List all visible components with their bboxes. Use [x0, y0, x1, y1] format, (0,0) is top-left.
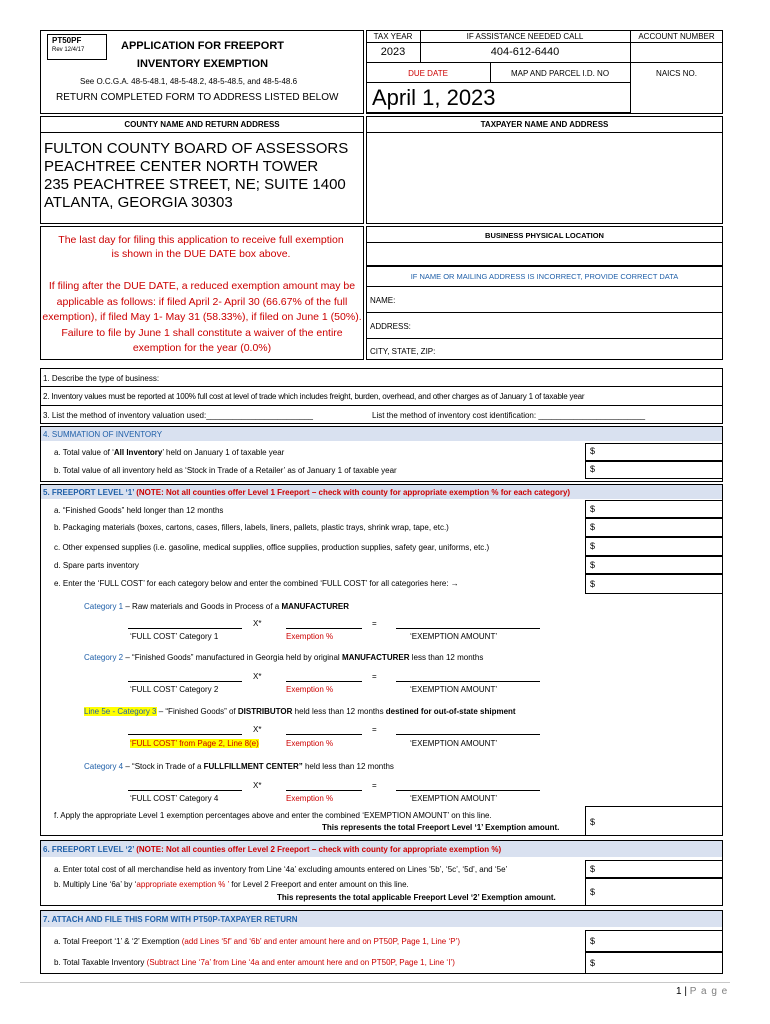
- category3-full-cost-input[interactable]: [128, 722, 242, 735]
- line7b-label: [54, 958, 455, 967]
- category2-amount-input[interactable]: [396, 669, 540, 682]
- category4-full-cost-input[interactable]: [128, 778, 242, 791]
- corrections-hline-2: [366, 312, 723, 313]
- category2-label: Category 2: [84, 653, 124, 662]
- category1-equals: =: [372, 619, 377, 628]
- line3-valuation-method[interactable]: 3. List the method of inventory valuation used:________________________: [43, 411, 313, 420]
- line7b-amount[interactable]: $: [585, 952, 723, 974]
- county-address-label: COUNTY NAME AND RETURN ADDRESS: [124, 120, 280, 129]
- category1-amount-caption: ‘EXEMPTION AMOUNT’: [410, 632, 498, 641]
- ocga-reference: See O.C.G.A. 48-5-48.1, 48-5-48.2, 48-5-48.5, and 48-5-48.6: [80, 77, 298, 86]
- business-type-input[interactable]: [180, 370, 720, 385]
- line5f-label: f. Apply the appropriate Level 1 exemption percentages above and enter the combined ‘EXEMPTION AMOUNT’ on this line.: [54, 811, 492, 820]
- county-line-3: 235 PEACHTREE STREET, NE; SUITE 1400: [44, 176, 346, 193]
- address-input[interactable]: [410, 314, 720, 336]
- line5e-label: e. Enter the ‘FULL COST’ for each category below and enter the combined ‘FULL COST’ for all categories here: →: [54, 579, 459, 588]
- form-id: PT50PF: [52, 36, 82, 45]
- lines-hline-1: [40, 386, 723, 387]
- category2-full-cost-caption: ‘FULL COST’ Category 2: [130, 685, 219, 694]
- section6-title-text: 6. FREEPORT LEVEL ‘2’: [43, 845, 134, 854]
- line6a-label: a. Enter total cost of all merchandise held as inventory from Line ‘4a’ excluding amounts entered on Lines ‘5b’, ‘5c’, ‘5d’, and ‘5e’: [54, 865, 508, 874]
- category1-bold: MANUFACTURER: [281, 602, 349, 611]
- due-date-value: April 1, 2023: [372, 85, 496, 110]
- category3-text: – “Finished Goods” of: [156, 707, 238, 716]
- notice-reduced-exemption: If filing after the DUE DATE, a reduced exemption amount may be applicable as follows: if filed April 2- April 30 (66.67% of the full exemption), if filed May 1- May 31 (58.33%), if filed on June 1 (50%). Failure to file by June 1 shall constitute a waiver of the entire exemption for the year (0.0%): [42, 280, 362, 354]
- category3-exemption-input[interactable]: [286, 722, 362, 735]
- line6b-amount[interactable]: $: [585, 878, 723, 906]
- incorrect-address-label: IF NAME OR MAILING ADDRESS IS INCORRECT, PROVIDE CORRECT DATA: [410, 272, 679, 281]
- tax-year-value: 2023: [380, 46, 406, 58]
- line7b-red: (Subtract Line ‘7a’ from Line ‘4a and enter amount here and on PT50P, Page 1, Line ‘I’): [146, 958, 455, 967]
- category3-heading: [84, 707, 516, 716]
- section5-title-text: 5. FREEPORT LEVEL ‘1’: [43, 488, 134, 497]
- line1-business-type: 1. Describe the type of business:: [43, 374, 160, 383]
- line5b-label: b. Packaging materials (boxes, cartons, cases, fillers, labels, liners, pallets, plastic trays, shrink wrap, tape, etc.): [54, 523, 449, 532]
- line6b-text2: for Level 2 Freeport and enter amount on this line.: [229, 880, 409, 889]
- section7-title: 7. ATTACH AND FILE THIS FORM WITH PT50P-TAXPAYER RETURN: [43, 915, 298, 924]
- line4b-label: b. Total value of all inventory held as ‘Stock in Trade of a Retailer’ as of January 1 of taxable year: [54, 466, 397, 475]
- category2-full-cost-input[interactable]: [128, 669, 242, 682]
- account-number-label: ACCOUNT NUMBER: [638, 32, 715, 41]
- category3-amount-caption: ‘EXEMPTION AMOUNT’: [410, 739, 498, 748]
- category2-heading: [84, 653, 483, 662]
- page-number-value: 1: [676, 986, 682, 997]
- line4a-label: a. Total value of ‘All Inventory’ held on January 1 of taxable year: [54, 448, 285, 457]
- line5f-total-note: This represents the total Freeport Level ‘1’ Exemption amount.: [322, 823, 560, 832]
- category4-exemption-caption: Exemption %: [286, 794, 334, 803]
- line6b-label: [54, 880, 409, 889]
- section6-title: [43, 845, 501, 854]
- form-rev: Rev 12/4/17: [52, 47, 85, 53]
- map-parcel-label: MAP AND PARCEL I.D. NO: [510, 69, 610, 78]
- category4-equals: =: [372, 781, 377, 790]
- line7a-text: a. Total Freeport ‘1’ & ‘2’ Exemption: [54, 937, 182, 946]
- business-location-label: BUSINESS PHYSICAL LOCATION: [485, 231, 604, 240]
- category4-heading: [84, 762, 394, 771]
- line7a-amount[interactable]: $: [585, 930, 723, 952]
- county-line-4: ATLANTA, GEORGIA 30303: [44, 194, 233, 211]
- category1-exemption-input[interactable]: [286, 616, 362, 629]
- category1-times: X*: [253, 619, 262, 628]
- city-state-zip-label: CITY, STATE, ZIP:: [370, 347, 436, 356]
- taxpayer-label-line: [366, 132, 723, 133]
- business-label-line: [366, 242, 723, 243]
- grid-hline-3: [366, 42, 723, 43]
- county-line-1: FULTON COUNTY BOARD OF ASSESSORS: [44, 140, 349, 157]
- line5d-amount[interactable]: $: [585, 556, 723, 574]
- category2-tail: less than 12 months: [409, 653, 484, 662]
- address-label: ADDRESS:: [370, 322, 411, 331]
- page-number: 1 | P a g e: [676, 986, 729, 997]
- line5f-amount[interactable]: $: [585, 806, 723, 836]
- grid-hline-1: [366, 62, 723, 63]
- category4-times: X*: [253, 781, 262, 790]
- line6b-red: appropriate exemption % ’: [136, 880, 230, 889]
- category1-amount-input[interactable]: [396, 616, 540, 629]
- category4-tail: held less than 12 months: [302, 762, 394, 771]
- category1-full-cost-caption: ‘FULL COST’ Category 1: [130, 632, 219, 641]
- line7b-text: b. Total Taxable Inventory: [54, 958, 147, 967]
- category1-text: – Raw materials and Goods in Process of a: [123, 602, 282, 611]
- line4a-amount[interactable]: $: [585, 443, 723, 461]
- grid-hline-2: [366, 82, 630, 83]
- category4-exemption-input[interactable]: [286, 778, 362, 791]
- form-title-line2: INVENTORY EXEMPTION: [136, 58, 269, 70]
- line5c-amount[interactable]: $: [585, 537, 723, 556]
- corrections-hline-3: [366, 338, 723, 339]
- section4-title: 4. SUMMATION OF INVENTORY: [43, 430, 163, 439]
- category2-exemption-input[interactable]: [286, 669, 362, 682]
- category2-times: X*: [253, 672, 262, 681]
- category1-full-cost-input[interactable]: [128, 616, 242, 629]
- category3-label: Line 5e - Category 3: [84, 707, 157, 716]
- page-word: P a g e: [689, 986, 729, 997]
- category1-heading: [84, 602, 349, 611]
- line5b-amount[interactable]: $: [585, 518, 723, 537]
- category2-bold: MANUFACTURER: [341, 653, 410, 662]
- category3-tail: held less than 12 months: [292, 707, 386, 716]
- return-note: RETURN COMPLETED FORM TO ADDRESS LISTED BELOW: [56, 92, 339, 103]
- line5e-amount[interactable]: $: [585, 574, 723, 594]
- lines-hline-2: [40, 405, 723, 406]
- category4-amount-caption: ‘EXEMPTION AMOUNT’: [410, 794, 498, 803]
- category3-bold2: destined for out-of-state shipment: [385, 707, 516, 716]
- line6a-amount[interactable]: $: [585, 860, 723, 878]
- category3-exemption-caption: Exemption %: [286, 739, 334, 748]
- assistance-label: IF ASSISTANCE NEEDED CALL: [466, 32, 584, 41]
- category2-text: – “Finished Goods” manufactured in Georgia held by original: [123, 653, 342, 662]
- line3-cost-identification[interactable]: List the method of inventory cost identification: ________________________: [372, 411, 646, 420]
- category3-equals: =: [372, 725, 377, 734]
- line5a-label: a. “Finished Goods” held longer than 12 months: [54, 506, 224, 515]
- due-date-label: DUE DATE: [408, 69, 448, 78]
- category2-equals: =: [372, 672, 377, 681]
- form-title-line1: APPLICATION FOR FREEPORT: [121, 40, 284, 52]
- line7a-label: [54, 937, 460, 946]
- category2-amount-caption: ‘EXEMPTION AMOUNT’: [410, 685, 498, 694]
- county-label-line: [40, 132, 364, 133]
- county-line-2: PEACHTREE CENTER NORTH TOWER: [44, 158, 319, 175]
- section5-title: [43, 488, 570, 497]
- category4-label: Category 4: [84, 762, 124, 771]
- assistance-phone: 404-612-6440: [490, 46, 560, 58]
- category3-bold: DISTRIBUTOR: [237, 707, 293, 716]
- category1-label: Category 1: [84, 602, 124, 611]
- category4-amount-input[interactable]: [396, 778, 540, 791]
- line5a-amount[interactable]: $: [585, 500, 723, 518]
- footer-rule: [20, 982, 730, 983]
- category3-times: X*: [253, 725, 262, 734]
- naics-label: NAICS NO.: [656, 69, 697, 78]
- category3-full-cost-caption: ‘FULL COST’ from Page 2, Line 8(e): [130, 739, 259, 748]
- section6-note: (NOTE: Not all counties offer Level 2 Freeport – check with county for appropriate exemption %): [136, 845, 502, 854]
- corrections-hline-1: [366, 286, 723, 287]
- due-date-underline: [366, 112, 630, 114]
- line6b-text1: b. Multiply Line ‘6a’ by ‘: [54, 880, 137, 889]
- category1-exemption-caption: Exemption %: [286, 632, 334, 641]
- category4-text: – “Stock in Trade of a: [123, 762, 204, 771]
- notice-due-date: The last day for filing this application to receive full exemption is shown in the DUE DATE box above.: [58, 234, 344, 260]
- line2-full-cost-note: 2. Inventory values must be reported at 100% full cost at level of trade which includes freight, burden, overhead, and other charges as of January 1 of taxable year: [43, 392, 585, 401]
- taxpayer-address-label: TAXPAYER NAME AND ADDRESS: [480, 120, 609, 129]
- category4-bold: FULLFILLMENT CENTER”: [203, 762, 303, 771]
- line4b-amount[interactable]: $: [585, 461, 723, 479]
- category4-full-cost-caption: ‘FULL COST’ Category 4: [130, 794, 219, 803]
- category2-exemption-caption: Exemption %: [286, 685, 334, 694]
- category3-amount-input[interactable]: [396, 722, 540, 735]
- city-state-zip-input[interactable]: [440, 340, 720, 358]
- name-label: NAME:: [370, 296, 396, 305]
- line7a-red: (add Lines ‘5f’ and ‘6b’ and enter amount here and on PT50P, Page 1, Line ‘P’): [181, 937, 461, 946]
- line5c-label: c. Other expensed supplies (i.e. gasoline, medical supplies, office supplies, production supplies, safety gear, uniforms, etc.): [54, 543, 490, 552]
- section5-note: (NOTE: Not all counties offer Level 1 Freeport – check with county for appropriate exemption % for each category): [136, 488, 571, 497]
- line5d-label: d. Spare parts inventory: [54, 561, 139, 570]
- name-input[interactable]: [400, 288, 720, 310]
- tax-year-label: TAX YEAR: [373, 32, 413, 41]
- line6b-total-note: This represents the total applicable Freeport Level ‘2’ Exemption amount.: [277, 893, 556, 902]
